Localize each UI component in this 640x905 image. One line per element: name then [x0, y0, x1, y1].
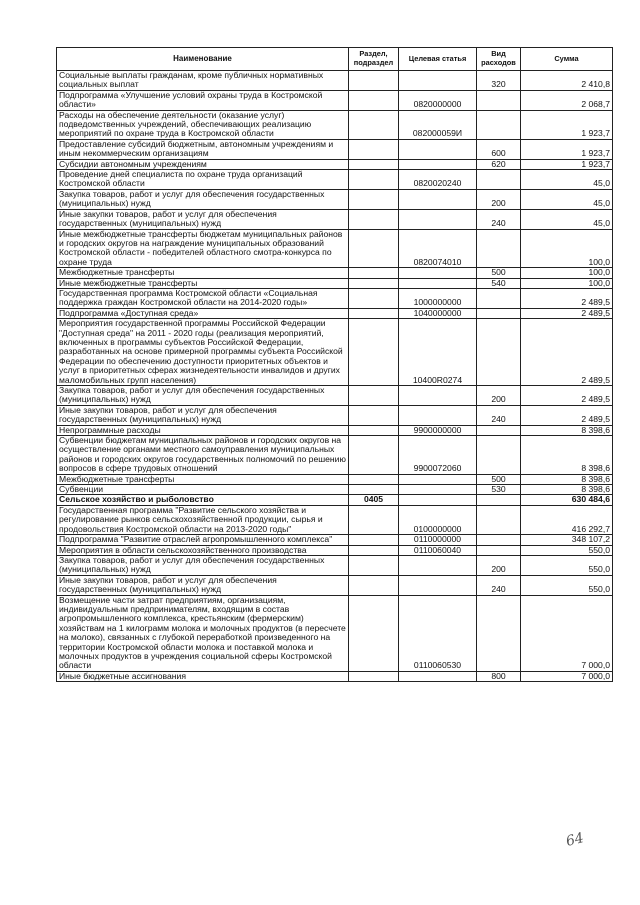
cell-expense: 800	[477, 671, 521, 681]
cell-expense: 320	[477, 71, 521, 91]
cell-name: Мероприятия в области сельскохозяйственного производства	[57, 545, 349, 555]
cell-name: Непрограммные расходы	[57, 425, 349, 435]
table-row	[57, 209, 613, 229]
cell-target: 9900072060	[399, 436, 477, 475]
table-row	[57, 485, 613, 495]
cell-sum: 1 923,7	[521, 159, 613, 169]
cell-name: Межбюджетные трансферты	[57, 474, 349, 484]
cell-expense	[477, 595, 521, 671]
cell-section	[349, 545, 399, 555]
cell-section	[349, 90, 399, 110]
table-row	[57, 555, 613, 575]
budget-table	[56, 47, 613, 682]
cell-target: 0820000000	[399, 90, 477, 110]
cell-name: Закупка товаров, работ и услуг для обеспечения государственных (муниципальных) нужд	[57, 189, 349, 209]
table-row	[57, 671, 613, 681]
cell-name: Закупка товаров, работ и услуг для обеспечения государственных (муниципальных) нужд	[57, 555, 349, 575]
table-row	[57, 189, 613, 209]
cell-sum: 7 000,0	[521, 671, 613, 681]
table-row	[57, 110, 613, 139]
cell-sum: 45,0	[521, 170, 613, 190]
cell-sum: 100,0	[521, 278, 613, 288]
table-row	[57, 71, 613, 91]
cell-sum: 348 107,2	[521, 535, 613, 545]
cell-target: 1000000000	[399, 288, 477, 308]
cell-target	[399, 405, 477, 425]
cell-expense: 540	[477, 278, 521, 288]
cell-name: Социальные выплаты гражданам, кроме публичных нормативных социальных выплат	[57, 71, 349, 91]
cell-sum: 100,0	[521, 229, 613, 268]
header-target: Целевая статья	[399, 48, 477, 71]
cell-sum: 2 068,7	[521, 90, 613, 110]
cell-name: Межбюджетные трансферты	[57, 268, 349, 278]
cell-section	[349, 308, 399, 318]
page-number: 64	[564, 830, 586, 850]
cell-sum: 8 398,6	[521, 425, 613, 435]
table-row	[57, 495, 613, 505]
cell-sum: 550,0	[521, 545, 613, 555]
cell-name: Иные закупки товаров, работ и услуг для обеспечения государственных (муниципальных) нужд	[57, 575, 349, 595]
cell-expense	[477, 170, 521, 190]
cell-expense	[477, 319, 521, 386]
table-row	[57, 139, 613, 159]
cell-section	[349, 485, 399, 495]
table-body	[57, 71, 613, 682]
cell-section	[349, 575, 399, 595]
table-row	[57, 474, 613, 484]
cell-name: Мероприятия государственной программы Российской Федерации "Доступная среда" на 2011 - 2020 годы (реализация мероприятий, включенных в программы субъектов Российской Федерации, разработанных на основе примерной программы субъекта Российской Федерации по обеспечению доступности приоритетных объектов и услуг в приоритетных сферах жизнедеятельности инвалидов и других маломобильных групп населения)	[57, 319, 349, 386]
cell-name: Проведение дней специалиста по охране труда организаций Костромской области	[57, 170, 349, 190]
cell-name: Расходы на обеспечение деятельности (оказание услуг) подведомственных учреждений, обеспечивающих реализацию мероприятий по охране труда в Костромской области	[57, 110, 349, 139]
table-row	[57, 386, 613, 406]
cell-name: Иные межбюджетные трансферты	[57, 278, 349, 288]
table-row	[57, 545, 613, 555]
cell-section	[349, 288, 399, 308]
cell-target: 1040000000	[399, 308, 477, 318]
cell-target	[399, 671, 477, 681]
cell-name: Государственная программа Костромской области «Социальная поддержка граждан Костромской области на 2014-2020 годы»	[57, 288, 349, 308]
table-row	[57, 170, 613, 190]
cell-expense: 200	[477, 189, 521, 209]
cell-expense	[477, 425, 521, 435]
cell-expense: 530	[477, 485, 521, 495]
header-sum: Сумма	[521, 48, 613, 71]
cell-target	[399, 555, 477, 575]
cell-section	[349, 505, 399, 534]
cell-target: 0820020240	[399, 170, 477, 190]
cell-target	[399, 268, 477, 278]
table-row	[57, 278, 613, 288]
cell-target	[399, 575, 477, 595]
cell-section	[349, 555, 399, 575]
cell-section	[349, 474, 399, 484]
cell-name: Субвенции бюджетам муниципальных районов и городских округов на осуществление органами местного самоуправления муниципальных районов и городских округов государственных полномочий по решению вопросов в сфере трудовых отношений	[57, 436, 349, 475]
table-row	[57, 505, 613, 534]
cell-sum: 416 292,7	[521, 505, 613, 534]
cell-expense	[477, 288, 521, 308]
cell-expense	[477, 535, 521, 545]
cell-section	[349, 595, 399, 671]
cell-section	[349, 436, 399, 475]
cell-expense: 200	[477, 386, 521, 406]
cell-section	[349, 159, 399, 169]
cell-target	[399, 386, 477, 406]
cell-name: Возмещение части затрат предприятиям, организациям, индивидуальным предпринимателям, входящим в состав агропромышленного комплекса, крестьянским (фермерским) хозяйствам на 1 килограмм молока и молочных продуктов (в пересчете на молоко), связанных с глубокой переработкой произведенного на территории Костромской области молока и поставкой молока и молочных продуктов в учреждения социальной сферы Костромской области	[57, 595, 349, 671]
cell-expense	[477, 436, 521, 475]
cell-section	[349, 425, 399, 435]
cell-target	[399, 278, 477, 288]
cell-target: 0110000000	[399, 535, 477, 545]
cell-expense	[477, 505, 521, 534]
cell-sum: 550,0	[521, 555, 613, 575]
cell-expense: 240	[477, 405, 521, 425]
cell-expense: 240	[477, 575, 521, 595]
cell-name: Субсидии автономным учреждениям	[57, 159, 349, 169]
table-row	[57, 535, 613, 545]
cell-name: Закупка товаров, работ и услуг для обеспечения государственных (муниципальных) нужд	[57, 386, 349, 406]
cell-expense: 500	[477, 474, 521, 484]
cell-name: Иные бюджетные ассигнования	[57, 671, 349, 681]
table-header-row	[57, 48, 613, 71]
cell-target	[399, 485, 477, 495]
cell-sum: 550,0	[521, 575, 613, 595]
cell-name: Подпрограмма «Доступная среда»	[57, 308, 349, 318]
table-row	[57, 319, 613, 386]
cell-sum: 45,0	[521, 189, 613, 209]
table-row	[57, 308, 613, 318]
table-row	[57, 159, 613, 169]
cell-expense: 620	[477, 159, 521, 169]
cell-name: Иные закупки товаров, работ и услуг для обеспечения государственных (муниципальных) нужд	[57, 405, 349, 425]
cell-expense: 600	[477, 139, 521, 159]
cell-name: Сельское хозяйство и рыболовство	[57, 495, 349, 505]
cell-sum: 630 484,6	[521, 495, 613, 505]
cell-sum: 7 000,0	[521, 595, 613, 671]
cell-sum: 2 489,5	[521, 308, 613, 318]
cell-name: Предоставление субсидий бюджетным, автономным учреждениям и иным некоммерческим организациям	[57, 139, 349, 159]
cell-section	[349, 278, 399, 288]
cell-section	[349, 189, 399, 209]
cell-target: 0100000000	[399, 505, 477, 534]
cell-sum: 2 410,8	[521, 71, 613, 91]
cell-name: Иные межбюджетные трансферты бюджетам муниципальных районов и городских округов на награждение муниципальных образований Костромской области - победителей областного смотра-конкурса по охране труда	[57, 229, 349, 268]
cell-sum: 1 923,7	[521, 110, 613, 139]
cell-target	[399, 209, 477, 229]
header-expense: Вид расходов	[477, 48, 521, 71]
cell-expense	[477, 90, 521, 110]
cell-target: 082000059И	[399, 110, 477, 139]
cell-section: 0405	[349, 495, 399, 505]
budget-table-container	[56, 47, 612, 682]
cell-section	[349, 139, 399, 159]
cell-target: 10400R0274	[399, 319, 477, 386]
cell-section	[349, 268, 399, 278]
cell-section	[349, 386, 399, 406]
cell-section	[349, 319, 399, 386]
table-row	[57, 425, 613, 435]
cell-target	[399, 495, 477, 505]
cell-expense	[477, 308, 521, 318]
cell-name: Иные закупки товаров, работ и услуг для обеспечения государственных (муниципальных) нужд	[57, 209, 349, 229]
cell-target: 0110060530	[399, 595, 477, 671]
cell-name: Подпрограмма "Развитие отраслей агропромышленного комплекса"	[57, 535, 349, 545]
cell-expense: 500	[477, 268, 521, 278]
cell-target	[399, 159, 477, 169]
cell-section	[349, 170, 399, 190]
header-section: Раздел, подраздел	[349, 48, 399, 71]
cell-expense	[477, 110, 521, 139]
cell-sum: 2 489,5	[521, 405, 613, 425]
cell-sum: 45,0	[521, 209, 613, 229]
table-row	[57, 268, 613, 278]
cell-sum: 2 489,5	[521, 288, 613, 308]
cell-target	[399, 189, 477, 209]
cell-target	[399, 139, 477, 159]
cell-expense	[477, 545, 521, 555]
table-row	[57, 90, 613, 110]
cell-expense	[477, 495, 521, 505]
cell-target: 0110060040	[399, 545, 477, 555]
cell-sum: 2 489,5	[521, 319, 613, 386]
cell-target: 9900000000	[399, 425, 477, 435]
table-row	[57, 405, 613, 425]
cell-name: Государственная программа "Развитие сельского хозяйства и регулирование рынков сельскохозяйственной продукции, сырья и продовольствия Костромской области на 2013-2020 годы"	[57, 505, 349, 534]
cell-section	[349, 535, 399, 545]
table-row	[57, 288, 613, 308]
cell-section	[349, 671, 399, 681]
cell-section	[349, 405, 399, 425]
cell-sum: 8 398,6	[521, 485, 613, 495]
table-row	[57, 229, 613, 268]
cell-sum: 100,0	[521, 268, 613, 278]
cell-sum: 1 923,7	[521, 139, 613, 159]
cell-section	[349, 110, 399, 139]
cell-section	[349, 209, 399, 229]
cell-target: 0820074010	[399, 229, 477, 268]
header-name: Наименование	[57, 48, 349, 71]
cell-sum: 8 398,6	[521, 436, 613, 475]
cell-sum: 2 489,5	[521, 386, 613, 406]
cell-name: Субвенции	[57, 485, 349, 495]
cell-target	[399, 474, 477, 484]
table-row	[57, 575, 613, 595]
cell-expense: 200	[477, 555, 521, 575]
cell-name: Подпрограмма «Улучшение условий охраны труда в Костромской области»	[57, 90, 349, 110]
table-row	[57, 595, 613, 671]
cell-expense: 240	[477, 209, 521, 229]
cell-section	[349, 229, 399, 268]
cell-sum: 8 398,6	[521, 474, 613, 484]
cell-target	[399, 71, 477, 91]
table-row	[57, 436, 613, 475]
cell-expense	[477, 229, 521, 268]
cell-section	[349, 71, 399, 91]
